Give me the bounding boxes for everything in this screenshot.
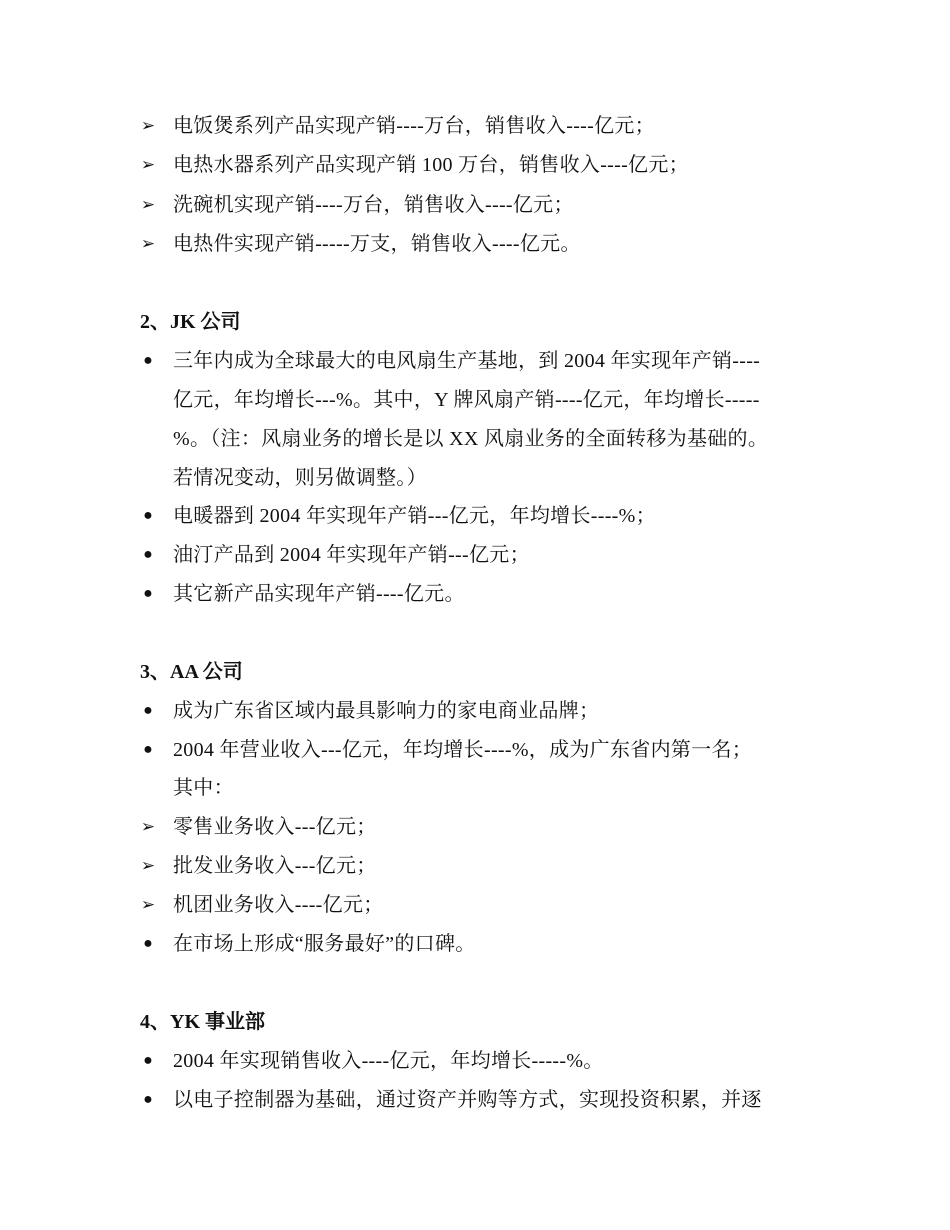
- list-item: [0, 1041, 950, 1081]
- section-heading: [0, 302, 950, 342]
- list-item: [0, 807, 950, 847]
- section-heading: [0, 652, 950, 692]
- list-item: [0, 185, 950, 225]
- list-item: [0, 730, 950, 770]
- list-item-text: 零售业务收入---亿元；: [173, 816, 377, 838]
- section-heading-text: 3、AA 公司: [140, 661, 243, 683]
- list-item-text: 亿元，年均增长---%。其中，Y 牌风扇产销----亿元，年均增长-----: [173, 389, 760, 411]
- round-bullet-icon: ●: [143, 1091, 153, 1108]
- list-item: [0, 691, 950, 731]
- list-item-text: 若情况变动，则另做调整。）: [173, 467, 427, 489]
- list-item-text: 2004 年营业收入---亿元，年均增长----%，成为广东省内第一名；: [173, 739, 753, 761]
- arrow-bullet-icon: ➢: [140, 234, 156, 253]
- list-item: [0, 496, 950, 536]
- list-item: [0, 574, 950, 614]
- round-bullet-icon: ●: [143, 702, 153, 719]
- list-item-text: 在市场上形成“服务最好”的口碑。: [173, 933, 476, 955]
- list-item-continuation: [0, 419, 950, 459]
- list-item-text: %。（注：风扇业务的增长是以 XX 风扇业务的全面转移为基础的。: [173, 428, 769, 450]
- list-item-continuation: [0, 768, 950, 808]
- list-item-text: 批发业务收入---亿元；: [173, 855, 377, 877]
- list-item: [0, 535, 950, 575]
- section-heading-text: 2、JK 公司: [140, 311, 241, 333]
- arrow-bullet-icon: ➢: [140, 856, 156, 875]
- arrow-bullet-icon: ➢: [140, 116, 156, 135]
- list-item: [0, 1080, 950, 1120]
- list-item: [0, 224, 950, 264]
- arrow-bullet-icon: ➢: [140, 195, 156, 214]
- list-item-text: 电热水器系列产品实现产销 100 万台，销售收入----亿元；: [173, 154, 689, 176]
- section-heading-text: 4、YK 事业部: [140, 1011, 265, 1033]
- list-item-text: 2004 年实现销售收入----亿元，年均增长-----%。: [173, 1050, 604, 1072]
- list-item-text: 机团业务收入----亿元；: [173, 894, 384, 916]
- list-item-text: 成为广东省区域内最具影响力的家电商业品牌；: [173, 700, 600, 722]
- list-item-text: 其它新产品实现年产销----亿元。: [173, 583, 465, 605]
- arrow-bullet-icon: ➢: [140, 817, 156, 836]
- list-item-text: 电热件实现产销-----万支，销售收入----亿元。: [173, 233, 581, 255]
- list-item: [0, 885, 950, 925]
- section-heading: [0, 1002, 950, 1042]
- list-item: [0, 341, 950, 381]
- list-item-text: 电暖器到 2004 年实现年产销---亿元，年均增长----%；: [173, 505, 656, 527]
- list-item: [0, 106, 950, 146]
- round-bullet-icon: ●: [143, 741, 153, 758]
- round-bullet-icon: ●: [143, 585, 153, 602]
- list-item-continuation: [0, 380, 950, 420]
- list-item-text: 电饭煲系列产品实现产销----万台，销售收入----亿元；: [173, 115, 655, 137]
- list-item-text: 洗碗机实现产销----万台，销售收入----亿元；: [173, 194, 574, 216]
- round-bullet-icon: ●: [143, 507, 153, 524]
- list-item-text: 油汀产品到 2004 年实现年产销---亿元；: [173, 544, 530, 566]
- list-item-text: 以电子控制器为基础，通过资产并购等方式，实现投资积累，并逐: [173, 1089, 762, 1111]
- round-bullet-icon: ●: [143, 546, 153, 563]
- arrow-bullet-icon: ➢: [140, 155, 156, 174]
- arrow-bullet-icon: ➢: [140, 895, 156, 914]
- list-item-text: 其中：: [173, 777, 234, 799]
- round-bullet-icon: ●: [143, 935, 153, 952]
- list-item: [0, 846, 950, 886]
- round-bullet-icon: ●: [143, 352, 153, 369]
- list-item-continuation: [0, 458, 950, 498]
- list-item: [0, 145, 950, 185]
- list-item-text: 三年内成为全球最大的电风扇生产基地，到 2004 年实现年产销----: [173, 350, 761, 372]
- list-item: [0, 924, 950, 964]
- round-bullet-icon: ●: [143, 1052, 153, 1069]
